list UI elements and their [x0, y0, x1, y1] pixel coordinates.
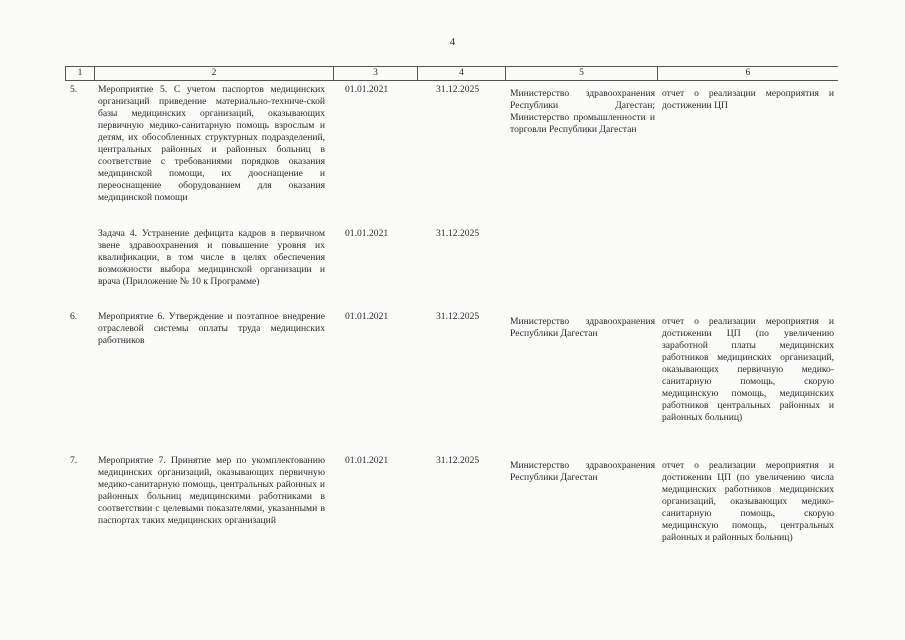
row-start-date: 01.01.2021	[345, 455, 389, 466]
row-measure-text: Мероприятие 5. С учетом паспортов медицинских организаций приведение материально-техниче-ской базы медицинских организаций, оказывающих первичную медико-санитарную помощь взрослым и детям, их обособленных структурных подразделений, центральных районных и районных больниц в соответствие с требованиями порядков оказания медицинской помощи, их дооснащение и переоснащение оборудованием для оказания медицинской помощи	[98, 84, 325, 203]
header-col-3: 3	[373, 68, 378, 78]
row-measure-text: Мероприятие 7. Принятие мер по укомплектованию медицинских организаций, оказывающих первичную медико-санитарную помощь, центральных районных и районных больниц медицинскими работниками в соответствии с целевыми показателями, указанными в паспортах таких медицинских организаций	[98, 455, 325, 526]
task-end-date: 31.12.2025	[436, 228, 480, 239]
row-executor: Министерство здравоохранения Республики Дагестан	[510, 460, 655, 483]
row-number: 7.	[70, 455, 78, 466]
row-number: 5.	[70, 84, 78, 95]
row-number: 6.	[70, 311, 78, 322]
header-bottom-border	[65, 80, 838, 81]
header-col-4: 4	[459, 68, 464, 78]
header-col-2: 2	[211, 68, 217, 78]
header-col-5: 5	[579, 68, 584, 78]
row-end-date: 31.12.2025	[436, 84, 480, 95]
row-end-date: 31.12.2025	[436, 311, 480, 322]
task-start-date: 01.01.2021	[345, 228, 389, 239]
row-start-date: 01.01.2021	[345, 311, 389, 322]
page-number: 4	[449, 36, 456, 48]
row-result: отчет о реализации мероприятия и достижении ЦП	[662, 88, 834, 111]
row-executor: Министерство здравоохранения Республики Дагестан; Министерство промышленности и торговли Республики Дагестан	[510, 88, 655, 135]
row-result: отчет о реализации мероприятия и достижении ЦП (по увеличению числа медицинских работников медицинских организаций, оказывающих медико-санитарную помощь, скорую медицинскую помощь, центральных районных и районных больниц)	[662, 460, 834, 543]
row-end-date: 31.12.2025	[436, 455, 480, 466]
row-result: отчет о реализации мероприятия и достижении ЦП (по увеличению заработной платы медицинских работников медицинских организаций, оказывающих первичную медико-санитарную помощь, скорую медицинскую помощь, медицинских работников центральных районных и районных больниц)	[662, 316, 834, 423]
row-measure-text: Мероприятие 6. Утверждение и поэтапное внедрение отраслевой системы оплаты труда медицинских работников	[98, 311, 325, 346]
row-start-date: 01.01.2021	[345, 84, 389, 95]
task-text: Задача 4. Устранение дефицита кадров в первичном звене здравоохранения и повышение уровня их квалификации, в том числе в целях обеспечения возможности выбора медицинской организации и врача (Приложение № 10 к Программе)	[98, 228, 325, 287]
row-executor: Министерство здравоохранения Республики Дагестан	[510, 316, 655, 339]
header-col-6: 6	[745, 68, 751, 78]
header-col-1: 1	[77, 68, 83, 78]
